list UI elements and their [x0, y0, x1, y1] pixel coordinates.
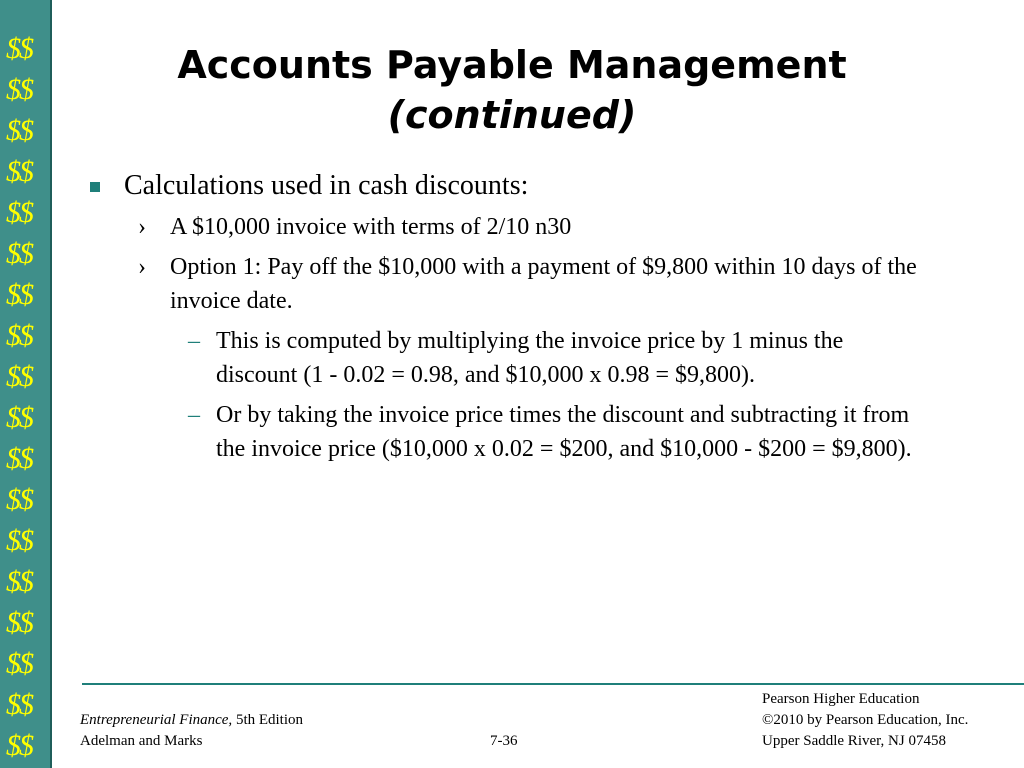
slide-body: [86, 168, 946, 472]
bullet-text: Calculations used in cash discounts:: [124, 170, 529, 201]
slide-title-main: Accounts Payable Management: [177, 43, 847, 87]
side-decoration-strip: [0, 0, 52, 768]
bullet-text: This is computed by multiplying the invoice price by 1 minus the discount (1 - 0.02 = 0.98, and $10,000 x 0.98 = $9,800).: [216, 328, 844, 388]
dollar-sign-row: $$: [6, 32, 32, 65]
book-edition: 5th Edition: [232, 712, 304, 728]
slide-title-subtitle: (continued): [387, 93, 637, 137]
publisher-name: Pearson Higher Education: [762, 691, 920, 707]
dollar-sign-row: $$: [6, 278, 32, 311]
bullet-text: Option 1: Pay off the $10,000 with a payment of $9,800 within 10 days of the invoice date.: [170, 254, 917, 314]
bullet-level2: [86, 210, 946, 244]
dash-bullet-icon: –: [188, 402, 200, 428]
bullet-level2: [86, 250, 946, 318]
publisher-address: Upper Saddle River, NJ 07458: [762, 733, 946, 749]
chevron-bullet-icon: ›: [138, 214, 146, 240]
dollar-sign-column: [6, 28, 50, 766]
book-title: Entrepreneurial Finance,: [80, 712, 233, 728]
dollar-sign-row: $$: [6, 524, 32, 557]
footer-book-info: [80, 710, 303, 752]
dollar-sign-row: $$: [6, 73, 32, 106]
footer-book-line: [80, 710, 303, 731]
dollar-sign-row: $$: [6, 729, 32, 762]
bullet-text: Or by taking the invoice price times the discount and subtracting it from the invoice price ($10,000 x 0.02 = $200, and $10,000 - $200 = $9,800).: [216, 402, 912, 462]
bullet-level1: [86, 168, 946, 204]
dollar-sign-row: $$: [6, 319, 32, 352]
dollar-sign-row: $$: [6, 688, 32, 721]
dollar-sign-row: $$: [6, 237, 32, 270]
dollar-sign-row: $$: [6, 360, 32, 393]
footer-publisher-info: [762, 689, 968, 752]
copyright-notice: ©2010 by Pearson Education, Inc.: [762, 712, 969, 728]
dollar-sign-row: $$: [6, 565, 32, 598]
dollar-sign-row: $$: [6, 442, 32, 475]
dollar-sign-row: $$: [6, 401, 32, 434]
dollar-sign-row: $$: [6, 114, 32, 147]
footer-authors: Adelman and Marks: [80, 733, 203, 749]
dash-bullet-icon: –: [188, 328, 200, 354]
dollar-sign-row: $$: [6, 606, 32, 639]
square-bullet-icon: [90, 182, 100, 192]
bullet-level3: [86, 398, 916, 466]
chevron-bullet-icon: ›: [138, 254, 146, 280]
dollar-sign-row: $$: [6, 155, 32, 188]
dollar-sign-row: $$: [6, 483, 32, 516]
dollar-sign-row: $$: [6, 196, 32, 229]
bullet-text: A $10,000 invoice with terms of 2/10 n30: [170, 214, 572, 240]
dollar-sign-row: $$: [6, 647, 32, 680]
page-number: 7-36: [490, 733, 518, 749]
footer-divider: [82, 683, 1024, 685]
bullet-level3: [86, 324, 916, 392]
slide-title: [60, 40, 964, 140]
